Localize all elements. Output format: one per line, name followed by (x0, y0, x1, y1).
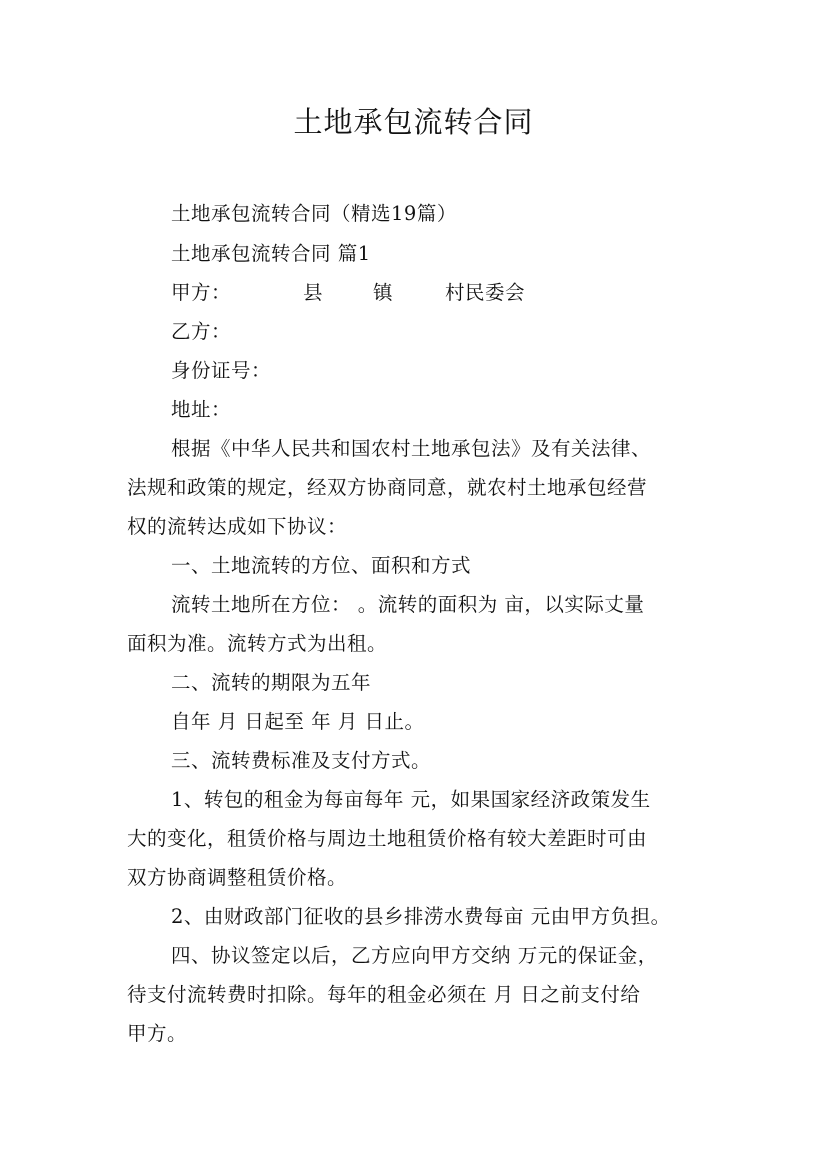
clause2-body: 自年 月 日起至 年 月 日止。 (171, 710, 425, 733)
intro-paragraph-line: 权的流转达成如下协议： (127, 515, 348, 538)
party-a-committee: 村民委会 (445, 281, 526, 304)
id-number-line: 身份证号： (171, 359, 272, 382)
address-line: 地址： (171, 398, 232, 421)
party-b-line: 乙方： (171, 320, 232, 343)
section-heading: 土地承包流转合同 篇1 (171, 242, 371, 265)
party-a-line (171, 277, 525, 305)
document-subtitle: 土地承包流转合同（精选19篇） (171, 202, 457, 225)
clause3-heading: 三、流转费标准及支付方式。 (171, 749, 432, 772)
intro-paragraph-line: 法规和政策的规定，经双方协商同意，就农村土地承包经营 (127, 476, 648, 499)
clause3-item1-line: 大的变化，租赁价格与周边土地租赁价格有较大差距时可由 (127, 827, 648, 850)
clause4-line: 四、协议签定以后，乙方应向甲方交纳 万元的保证金， (171, 944, 658, 967)
clause3-item1-line: 双方协商调整租赁价格。 (127, 866, 348, 889)
intro-paragraph-line: 根据《中华人民共和国农村土地承包法》及有关法律、 (171, 437, 652, 460)
document-title: 土地承包流转合同 (293, 105, 534, 139)
clause3-item2: 2、由财政部门征收的县乡排涝水费每亩 元由甲方负担。 (171, 905, 671, 928)
clause1-body-line: 流转土地所在方位： 。流转的面积为 亩，以实际丈量 (171, 593, 645, 616)
party-a-town: 镇 (373, 281, 394, 304)
clause2-heading: 二、流转的期限为五年 (171, 671, 372, 694)
clause4-line: 待支付流转费时扣除。每年的租金必须在 月 日之前支付给 (127, 983, 641, 1006)
clause3-item1-line: 1、转包的租金为每亩每年 元，如果国家经济政策发生 (171, 788, 651, 811)
clause1-heading: 一、土地流转的方位、面积和方式 (171, 554, 472, 577)
clause1-body-line: 面积为准。流转方式为出租。 (127, 632, 388, 655)
party-a-label: 甲方： (171, 281, 232, 304)
party-a-county: 县 (303, 281, 324, 304)
clause4-line: 甲方。 (127, 1022, 188, 1045)
